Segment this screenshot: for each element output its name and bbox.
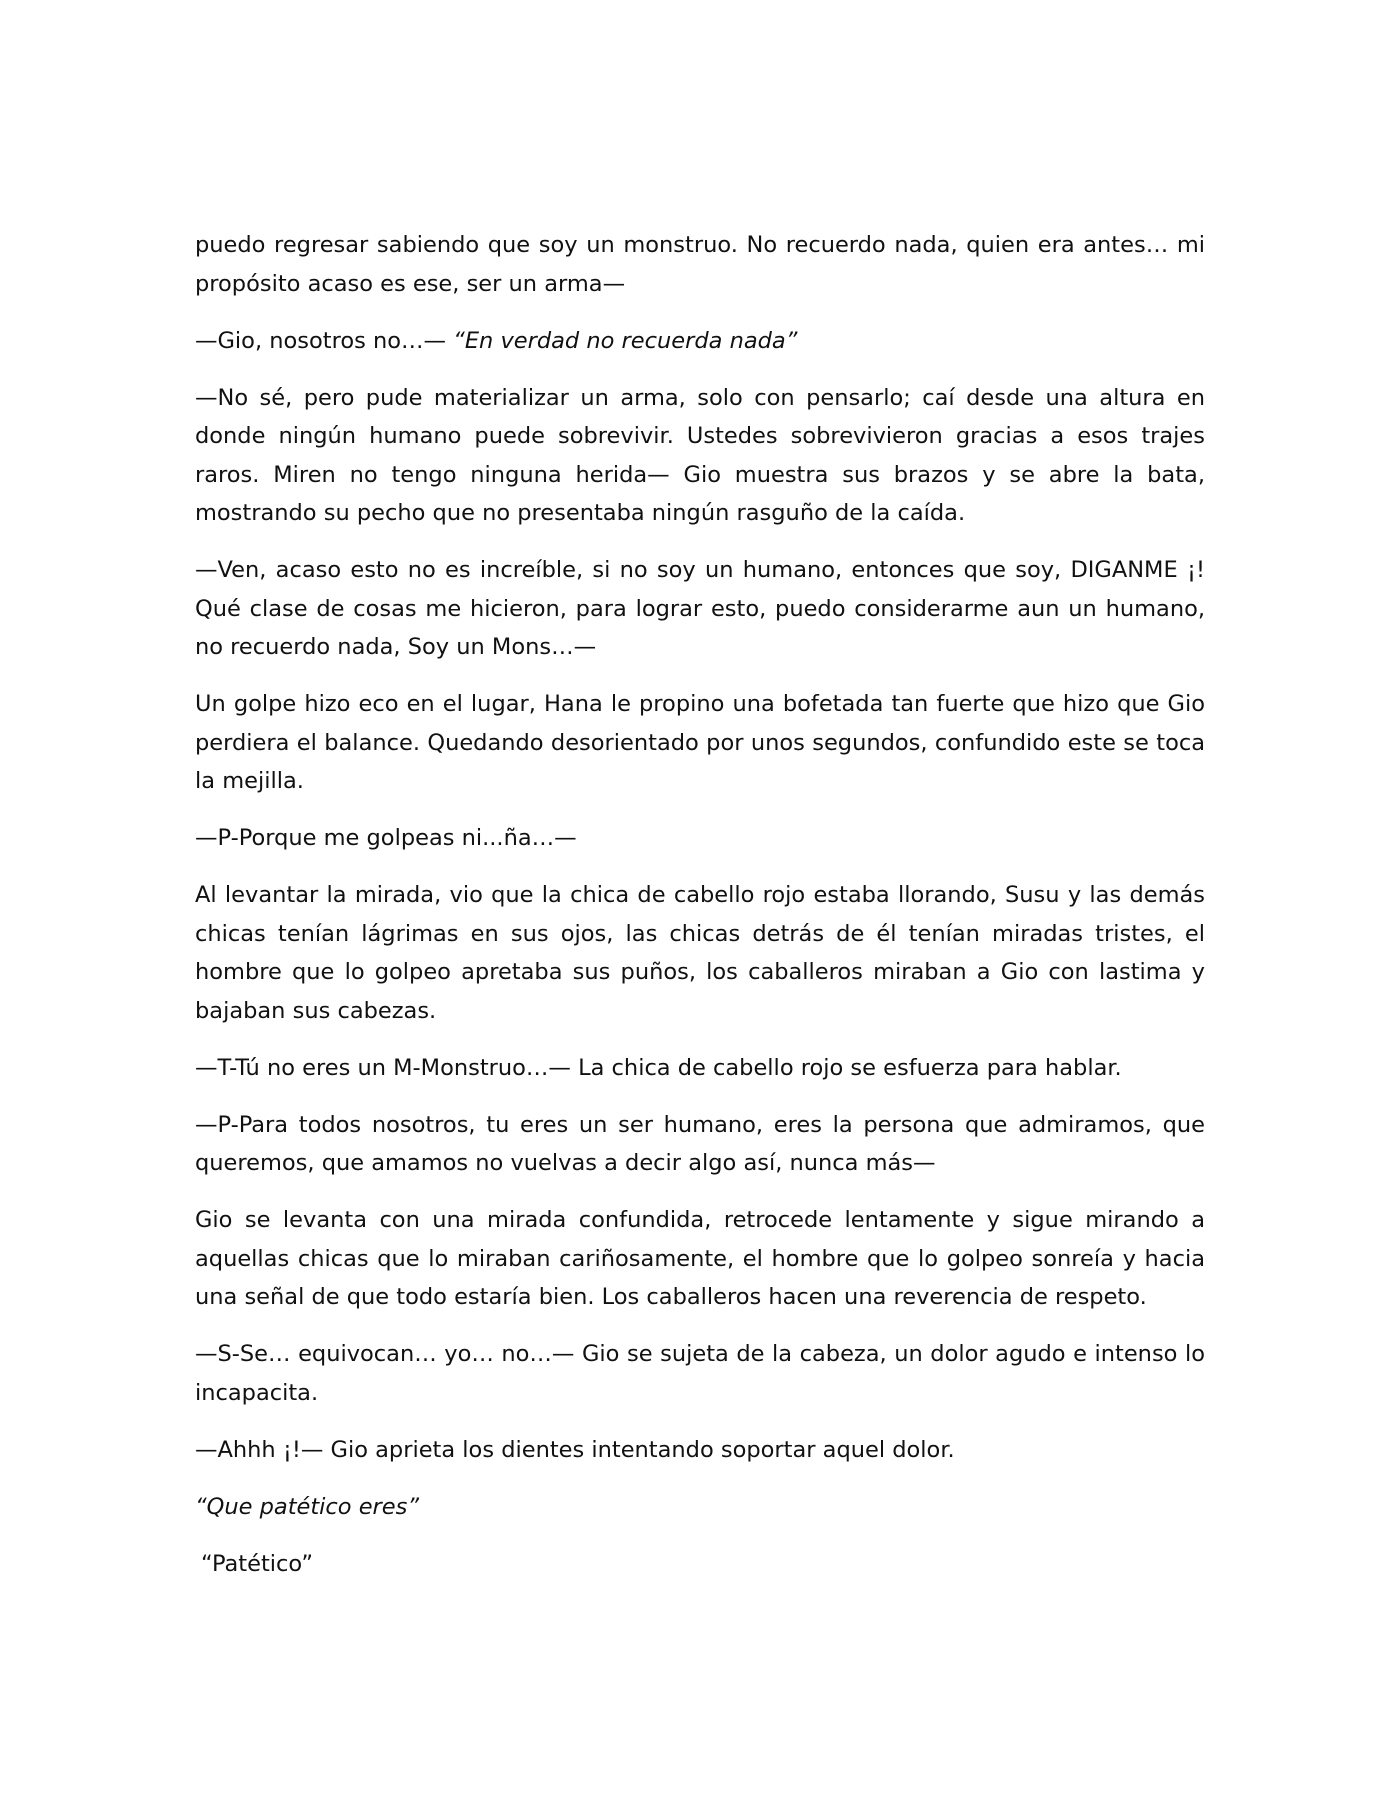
paragraph-12	[195, 1431, 1205, 1470]
paragraph-text: Gio se levanta con una mirada confundida, retrocede lentamente y sigue mirando a aquellas chicas que lo miraban cariñosamente, el hombre que lo golpeo sonreía y hacia una señal de que todo estaría bien. Los caballeros hacen una reverencia de respeto.	[195, 1207, 1205, 1310]
paragraph-4	[195, 551, 1205, 667]
paragraph-9	[195, 1106, 1205, 1183]
paragraph-3	[195, 379, 1205, 533]
paragraph-5	[195, 685, 1205, 801]
paragraph-text: —S-Se… equivocan… yo… no…— Gio se sujeta de la cabeza, un dolor agudo e intenso lo incapacita.	[195, 1341, 1205, 1406]
paragraph-11	[195, 1335, 1205, 1412]
paragraph-7	[195, 876, 1205, 1030]
inner-thought-text: “Que patético eres”	[195, 1493, 420, 1520]
paragraph-1	[195, 226, 1205, 303]
paragraph-10	[195, 1201, 1205, 1317]
paragraph-text: puedo regresar sabiendo que soy un monstruo. No recuerdo nada, quien era antes… mi propósito acaso es ese, ser un arma—	[195, 232, 1205, 297]
body-text	[195, 226, 1205, 1602]
paragraph-text: “Patético”	[201, 1550, 314, 1577]
inner-thought-text: “En verdad no recuerda nada”	[453, 327, 798, 354]
paragraph-6	[195, 819, 1205, 858]
paragraph-text: —Ahhh ¡!— Gio aprieta los dientes intentando soportar aquel dolor.	[195, 1436, 955, 1463]
paragraph-14	[195, 1545, 1205, 1584]
paragraph-text: —P-Para todos nosotros, tu eres un ser humano, eres la persona que admiramos, que queremos, que amamos no vuelvas a decir algo así, nunca más—	[195, 1111, 1205, 1176]
paragraph-2	[195, 322, 1205, 361]
paragraph-8	[195, 1049, 1205, 1088]
paragraph-text: —No sé, pero pude materializar un arma, solo con pensarlo; caí desde una altura en donde ningún humano puede sobrevivir. Ustedes sobrevivieron gracias a esos trajes raros. Miren no tengo ninguna herida— Gio muestra sus brazos y se abre la bata, mostrando su pecho que no presentaba ningún rasguño de la caída.	[195, 384, 1205, 526]
paragraph-text: —Ven, acaso esto no es increíble, si no soy un humano, entonces que soy, DIGANME ¡! Qué clase de cosas me hicieron, para lograr esto, puedo considerarme aun un humano, no recuerdo nada, Soy un Mons…—	[195, 557, 1205, 660]
paragraph-text: —T-Tú no eres un M-Monstruo…— La chica de cabello rojo se esfuerza para hablar.	[195, 1054, 1122, 1081]
dialogue-text: —Gio, nosotros no…—	[195, 327, 454, 354]
paragraph-text: Un golpe hizo eco en el lugar, Hana le propino una bofetada tan fuerte que hizo que Gio perdiera el balance. Quedando desorientado por unos segundos, confundido este se toca la mejilla.	[195, 691, 1205, 794]
paragraph-text: Al levantar la mirada, vio que la chica de cabello rojo estaba llorando, Susu y las demás chicas tenían lágrimas en sus ojos, las chicas detrás de él tenían miradas tristes, el hombre que lo golpeo apretaba sus puños, los caballeros miraban a Gio con lastima y bajaban sus cabezas.	[195, 882, 1205, 1024]
paragraph-13	[195, 1488, 1205, 1527]
paragraph-text: —P-Porque me golpeas ni...ña…—	[195, 825, 577, 851]
